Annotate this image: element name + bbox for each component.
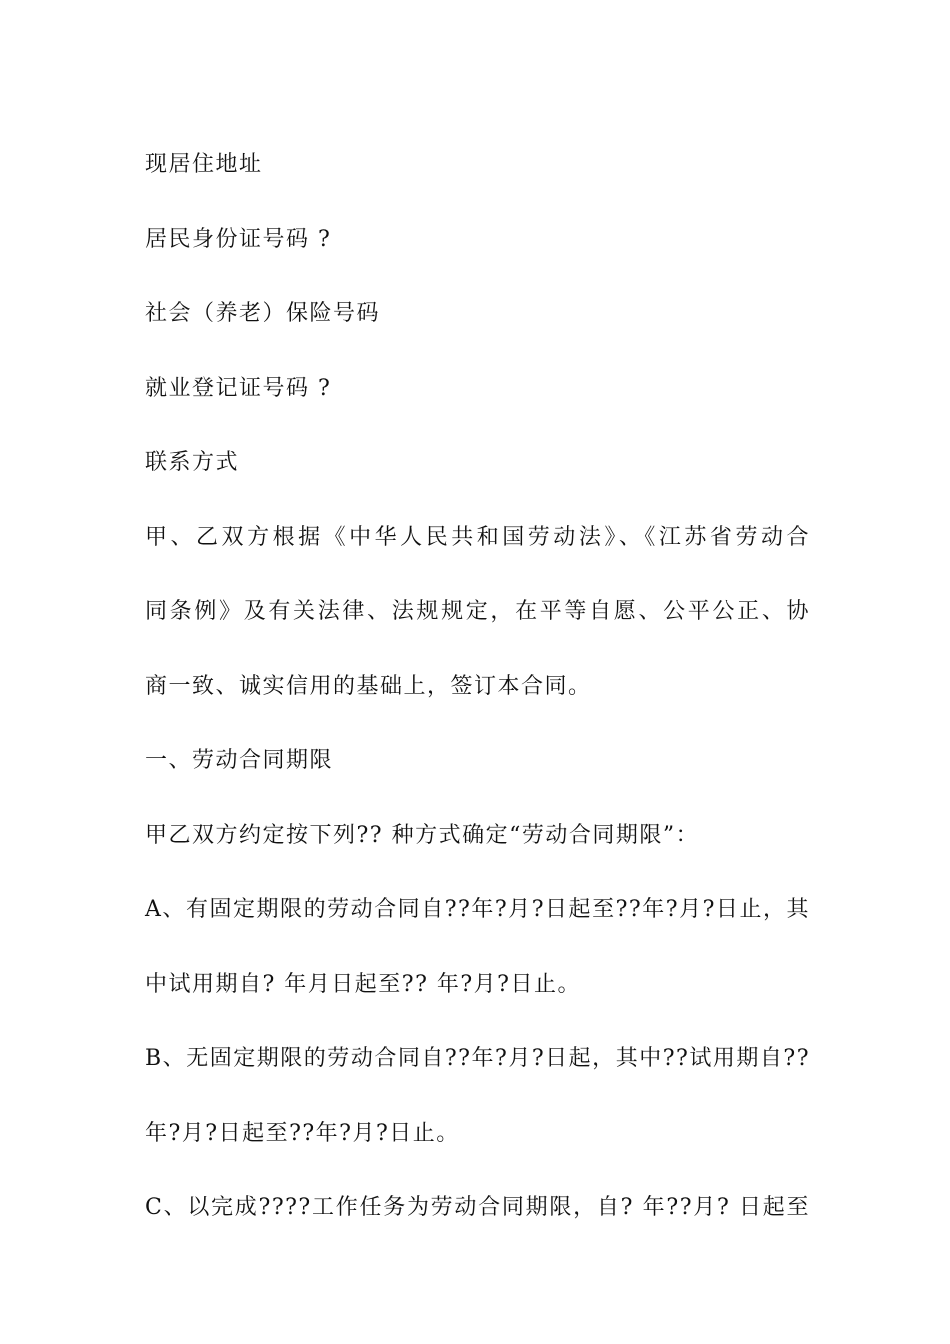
document-body xyxy=(145,128,810,1246)
paragraph-term-method: 甲乙双方约定按下列?? 种方式确定“劳动合同期限”： xyxy=(145,822,700,848)
clause-a-line-2: 中试用期自? 年月日起至?? 年?月?日止。 xyxy=(145,971,581,997)
field-current-address: 现居住地址 xyxy=(145,152,263,177)
clause-a-line-1: A、有固定期限的劳动合同自??年?月?日起至??年?月?日止，其 xyxy=(145,897,810,922)
paragraph-preamble-line-3: 商一致、诚实信用的基础上，签订本合同。 xyxy=(145,673,592,699)
section-heading-contract-term: 一、劳动合同期限 xyxy=(145,748,334,773)
field-id-card-number: 居民身份证号码 ? xyxy=(145,226,332,252)
paragraph-preamble-line-1: 甲、乙双方根据《中华人民共和国劳动法》、《江苏省劳动合 xyxy=(145,524,810,550)
field-employment-registration-number: 就业登记证号码 ? xyxy=(145,375,332,401)
field-social-insurance-number: 社会（养老）保险号码 xyxy=(145,301,381,326)
paragraph-preamble-line-2: 同条例》及有关法律、法规规定，在平等自愿、公平公正、协 xyxy=(145,599,810,624)
clause-b-line-1: B、无固定期限的劳动合同自??年?月?日起，其中??试用期自?? xyxy=(145,1046,810,1071)
clause-b-line-2: 年?月?日起至??年?月?日止。 xyxy=(145,1120,460,1146)
field-contact-info: 联系方式 xyxy=(145,450,240,475)
clause-c-line-1: C、以完成????工作任务为劳动合同期限，自? 年??月? 日起至 xyxy=(145,1195,810,1220)
